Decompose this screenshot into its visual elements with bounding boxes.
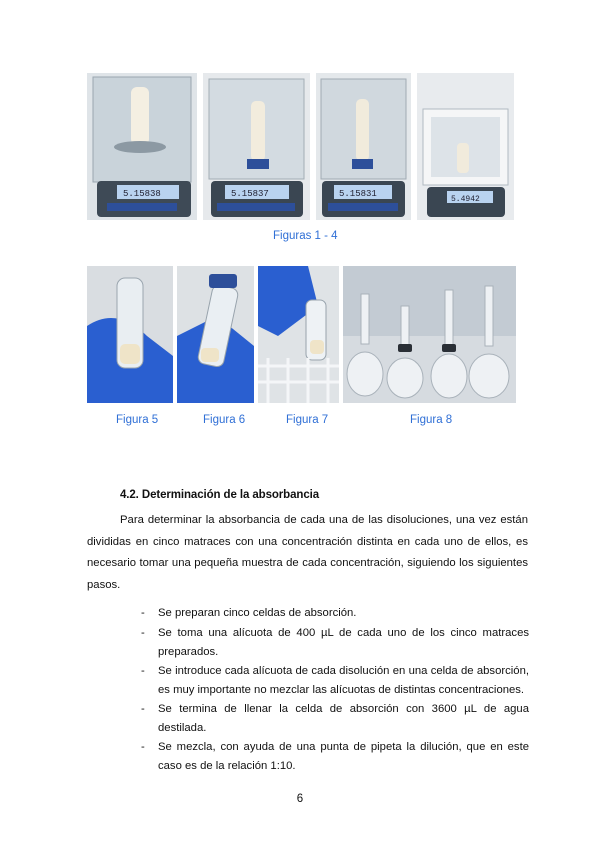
section-heading: 4.2. Determinación de la absorbancia bbox=[120, 489, 320, 501]
figure-7-tube-photo bbox=[258, 266, 339, 403]
bullet-dash: - bbox=[141, 627, 145, 639]
list-item bbox=[143, 624, 529, 662]
step-text: Se introduce cada alícuota de cada disolución en una celda de absorción, es muy importante no mezclar las alícuotas de distintas concentraciones. bbox=[158, 665, 529, 696]
step-text: Se preparan cinco celdas de absorción. bbox=[158, 607, 357, 619]
figure-1-balance-photo bbox=[87, 73, 197, 220]
balance-readout-1: 5.15838 bbox=[123, 189, 161, 199]
figure-8-flasks-photo bbox=[343, 266, 516, 403]
figure-6-caption: Figura 6 bbox=[203, 414, 246, 426]
page-number: 6 bbox=[296, 793, 304, 805]
step-text: Se termina de llenar la celda de absorción con 3600 µL de agua destilada. bbox=[158, 703, 529, 734]
list-item bbox=[143, 700, 529, 738]
figure-4-balance-photo bbox=[417, 73, 514, 220]
figure-2-balance-photo bbox=[203, 73, 310, 220]
bullet-dash: - bbox=[141, 607, 145, 619]
figures-1-4-caption: Figuras 1 - 4 bbox=[273, 230, 338, 242]
bullet-dash: - bbox=[141, 741, 145, 753]
figure-5-tube-photo bbox=[87, 266, 173, 403]
list-item bbox=[143, 662, 529, 700]
figure-6-tube-photo bbox=[177, 266, 254, 403]
step-text: Se toma una alícuota de 400 µL de cada uno de los cinco matraces preparados. bbox=[158, 627, 529, 658]
figure-5-caption: Figura 5 bbox=[116, 414, 159, 426]
figure-8-caption: Figura 8 bbox=[410, 414, 453, 426]
figure-7-caption: Figura 7 bbox=[286, 414, 329, 426]
step-text: Se mezcla, con ayuda de una punta de pipeta la dilución, que en este caso es de la relación 1:10. bbox=[158, 741, 529, 772]
bullet-dash: - bbox=[141, 703, 145, 715]
figure-3-balance-photo bbox=[316, 73, 411, 220]
balance-readout-3: 5.15831 bbox=[339, 189, 377, 199]
steps-list bbox=[143, 604, 529, 776]
list-item bbox=[143, 604, 529, 623]
bullet-dash: - bbox=[141, 665, 145, 677]
section-paragraph: Para determinar la absorbancia de cada una de las disoluciones, una vez están divididas en cinco matraces con una concentración distinta en cada uno de ellos, es necesario tomar una pequeña muestra de cada concentración, siguiendo los siguientes pasos. bbox=[87, 514, 528, 591]
balance-readout-2: 5.15837 bbox=[231, 189, 269, 199]
list-item bbox=[143, 738, 529, 776]
balance-readout-4: 5.4942 bbox=[451, 195, 480, 204]
